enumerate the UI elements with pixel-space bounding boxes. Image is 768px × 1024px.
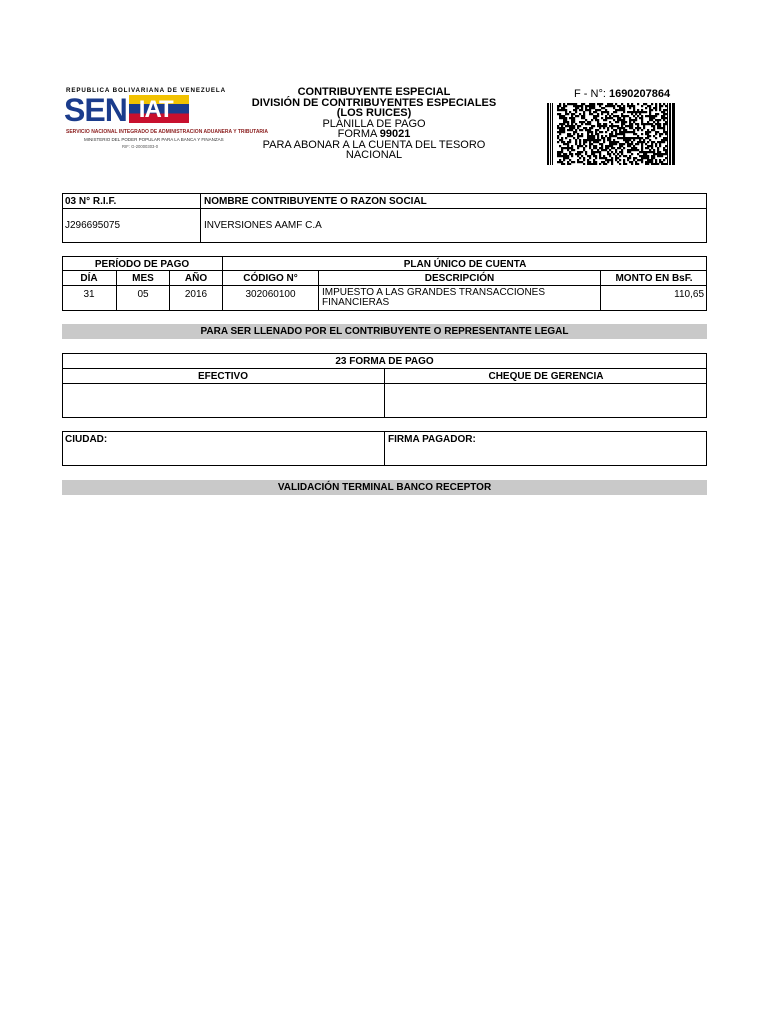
bank-validation-band: VALIDACIÓN TERMINAL BANCO RECEPTOR (62, 480, 707, 495)
logo-country-text: REPUBLICA BOLIVARIANA DE VENEZUELA (66, 87, 226, 94)
form-number-label: F - N°: (574, 88, 609, 100)
plan-header: PLAN ÚNICO DE CUENTA (403, 259, 527, 270)
col-descripcion: DESCRIPCIÓN (424, 273, 495, 284)
period-header: PERÍODO DE PAGO (94, 259, 190, 270)
cheque-field[interactable] (385, 384, 706, 417)
seniat-logo (62, 85, 269, 155)
value-dia: 31 (83, 289, 95, 300)
forma-label: FORMA (337, 128, 380, 140)
col-ano: AÑO (184, 273, 208, 284)
rif-header: 03 N° R.I.F. (65, 196, 117, 207)
rif-value: J296695075 (65, 220, 121, 231)
value-ano: 2016 (184, 289, 208, 300)
efectivo-header: EFECTIVO (197, 371, 248, 382)
document-header (240, 87, 508, 161)
col-mes: MES (132, 273, 154, 284)
name-header: NOMBRE CONTRIBUYENTE O RAZON SOCIAL (204, 196, 427, 207)
cheque-header: CHEQUE DE GERENCIA (488, 371, 604, 382)
name-value: INVERSIONES AAMF C.A (204, 220, 322, 231)
col-codigo: CÓDIGO N° (243, 273, 298, 284)
logo-line-3: RIF: G-20000303-0 (122, 144, 159, 149)
col-dia: DÍA (80, 273, 98, 284)
efectivo-field[interactable] (63, 384, 383, 417)
contributor-fill-band: PARA SER LLENADO POR EL CONTRIBUYENTE O REPRESENTANTE LEGAL (62, 324, 707, 339)
value-codigo: 302060100 (245, 289, 296, 300)
value-descripcion: IMPUESTO A LAS GRANDES TRANSACCIONES FINANCIERAS (322, 287, 546, 308)
logo-line-2: MINISTERIO DEL PODER POPULAR PARA LA BANCA Y FINANZAS (84, 137, 224, 142)
logo-brand: SEN IAT (64, 95, 189, 125)
value-mes: 05 (137, 289, 149, 300)
header-forma (240, 129, 508, 140)
header-line-5: PARA ABONAR A LA CUENTA DEL TESORO NACIONAL (262, 138, 486, 161)
forma-number: 99021 (379, 128, 411, 140)
header-line-1: CONTRIBUYENTE ESPECIAL (297, 86, 451, 98)
firma-label: FIRMA PAGADOR: (388, 434, 476, 445)
value-monto: 110,65 (674, 289, 704, 300)
form-number (574, 88, 670, 100)
logo-line-1: SERVICIO NACIONAL INTEGRADO DE ADMINISTRACION ADUANERA Y TRIBUTARIA (66, 129, 269, 135)
header-line-2: DIVISIÓN DE CONTRIBUYENTES ESPECIALES (LOS RUICES) (251, 96, 497, 119)
header-line-3: PLANILLA DE PAGO (322, 117, 426, 130)
col-monto: MONTO EN BsF. (615, 273, 693, 284)
payment-method-title: 23 FORMA DE PAGO (335, 356, 434, 367)
form-number-value: 1690207864 (608, 88, 671, 100)
barcode-icon (547, 103, 675, 165)
flag-stripes-icon: IAT (129, 95, 189, 123)
ciudad-label: CIUDAD: (65, 434, 108, 445)
